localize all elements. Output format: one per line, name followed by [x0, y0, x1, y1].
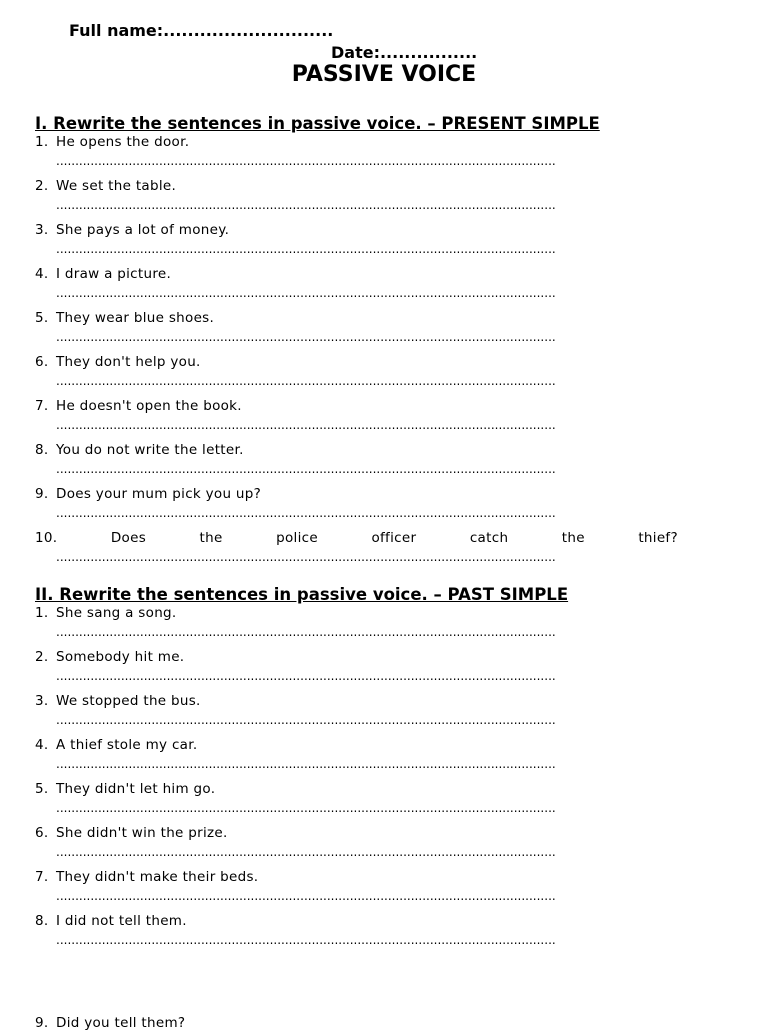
exercise-item	[35, 266, 695, 310]
item-number: 2.	[35, 178, 49, 194]
answer-line[interactable]: ...................................................................................................................................	[56, 331, 556, 343]
item-sentence: He doesn't open the book.	[56, 398, 242, 414]
item-sentence: Did you tell them?	[56, 1015, 186, 1031]
item-sentence: Somebody hit me.	[56, 649, 185, 665]
exercise-item	[35, 486, 695, 530]
item-number: 2.	[35, 649, 49, 665]
item-sentence: We set the table.	[56, 178, 177, 194]
item-sentence: He opens the door.	[56, 134, 190, 150]
answer-line[interactable]: ...................................................................................................................................	[56, 551, 556, 563]
exercise-item	[35, 134, 695, 178]
answer-line[interactable]: ...................................................................................................................................	[56, 846, 556, 858]
item-word: thief?	[638, 530, 678, 546]
item-sentence: She didn't win the prize.	[56, 825, 228, 841]
exercise-item	[35, 530, 695, 574]
item-sentence: They don't help you.	[56, 354, 201, 370]
answer-line[interactable]: ...................................................................................................................................	[56, 890, 556, 902]
exercise-item	[35, 649, 695, 693]
item-number: 6.	[35, 825, 49, 841]
exercise-item	[35, 178, 695, 222]
date-label: Date:................	[331, 43, 478, 62]
item-word: catch	[469, 530, 509, 546]
exercise-item	[35, 605, 695, 649]
answer-line[interactable]: ...................................................................................................................................	[56, 155, 556, 167]
exercise-item	[35, 781, 695, 825]
item-number: 8.	[35, 442, 49, 458]
answer-line[interactable]: ...................................................................................................................................	[56, 287, 556, 299]
answer-line[interactable]: ...................................................................................................................................	[56, 243, 556, 255]
exercise-item	[35, 913, 695, 957]
answer-line[interactable]: ...................................................................................................................................	[56, 670, 556, 682]
answer-line[interactable]: ...................................................................................................................................	[56, 199, 556, 211]
item-number: 5.	[35, 310, 49, 326]
item-number: 5.	[35, 781, 49, 797]
item-sentence: You do not write the letter.	[56, 442, 244, 458]
item-number: 9.	[35, 1015, 49, 1031]
section-heading: I. Rewrite the sentences in passive voice. – PRESENT SIMPLE	[35, 114, 600, 133]
exercise-item	[35, 310, 695, 354]
item-number: 8.	[35, 913, 49, 929]
exercise-item	[35, 354, 695, 398]
answer-line[interactable]: ...................................................................................................................................	[56, 802, 556, 814]
answer-line[interactable]: ...................................................................................................................................	[56, 714, 556, 726]
item-number: 6.	[35, 354, 49, 370]
exercise-item	[35, 222, 695, 266]
item-number: 1.	[35, 134, 49, 150]
item-word: the	[199, 530, 223, 546]
item-sentence: I did not tell them.	[56, 913, 187, 929]
answer-line[interactable]: ...................................................................................................................................	[56, 507, 556, 519]
item-sentence: Does your mum pick you up?	[56, 486, 262, 502]
exercise-item	[35, 869, 695, 913]
answer-line[interactable]: ...................................................................................................................................	[56, 934, 556, 946]
section-present-simple	[35, 114, 695, 574]
item-number: 10.	[35, 530, 58, 546]
exercise-item	[35, 693, 695, 737]
item-number: 7.	[35, 398, 49, 414]
item-number: 4.	[35, 266, 49, 282]
item-sentence: They didn't let him go.	[56, 781, 216, 797]
item-sentence: She pays a lot of money.	[56, 222, 230, 238]
section-past-simple	[35, 585, 695, 957]
exercise-item	[35, 825, 695, 869]
item-word: the	[561, 530, 585, 546]
exercise-item-cut-off	[35, 1015, 695, 1036]
item-number: 1.	[35, 605, 49, 621]
item-sentence: She sang a song.	[56, 605, 177, 621]
full-name-label: Full name:............................	[69, 21, 334, 40]
answer-line[interactable]: ...................................................................................................................................	[56, 463, 556, 475]
answer-line[interactable]: ...................................................................................................................................	[56, 758, 556, 770]
item-word: officer	[371, 530, 417, 546]
item-word: police	[276, 530, 318, 546]
item-number: 3.	[35, 222, 49, 238]
item-sentence: I draw a picture.	[56, 266, 172, 282]
item-word: Does	[110, 530, 147, 546]
answer-line[interactable]: ...................................................................................................................................	[56, 375, 556, 387]
section-heading: II. Rewrite the sentences in passive voice. – PAST SIMPLE	[35, 585, 569, 604]
item-number: 9.	[35, 486, 49, 502]
exercise-item	[35, 442, 695, 486]
page-title: PASSIVE VOICE	[291, 62, 477, 87]
item-sentence: We stopped the bus.	[56, 693, 201, 709]
answer-line[interactable]: ...................................................................................................................................	[56, 419, 556, 431]
answer-line[interactable]: ...................................................................................................................................	[56, 626, 556, 638]
exercise-item	[35, 398, 695, 442]
item-sentence: They wear blue shoes.	[56, 310, 215, 326]
item-number: 3.	[35, 693, 49, 709]
exercise-item	[35, 737, 695, 781]
item-sentence: A thief stole my car.	[56, 737, 198, 753]
item-number: 4.	[35, 737, 49, 753]
item-sentence: They didn't make their beds.	[56, 869, 259, 885]
item-number: 7.	[35, 869, 49, 885]
